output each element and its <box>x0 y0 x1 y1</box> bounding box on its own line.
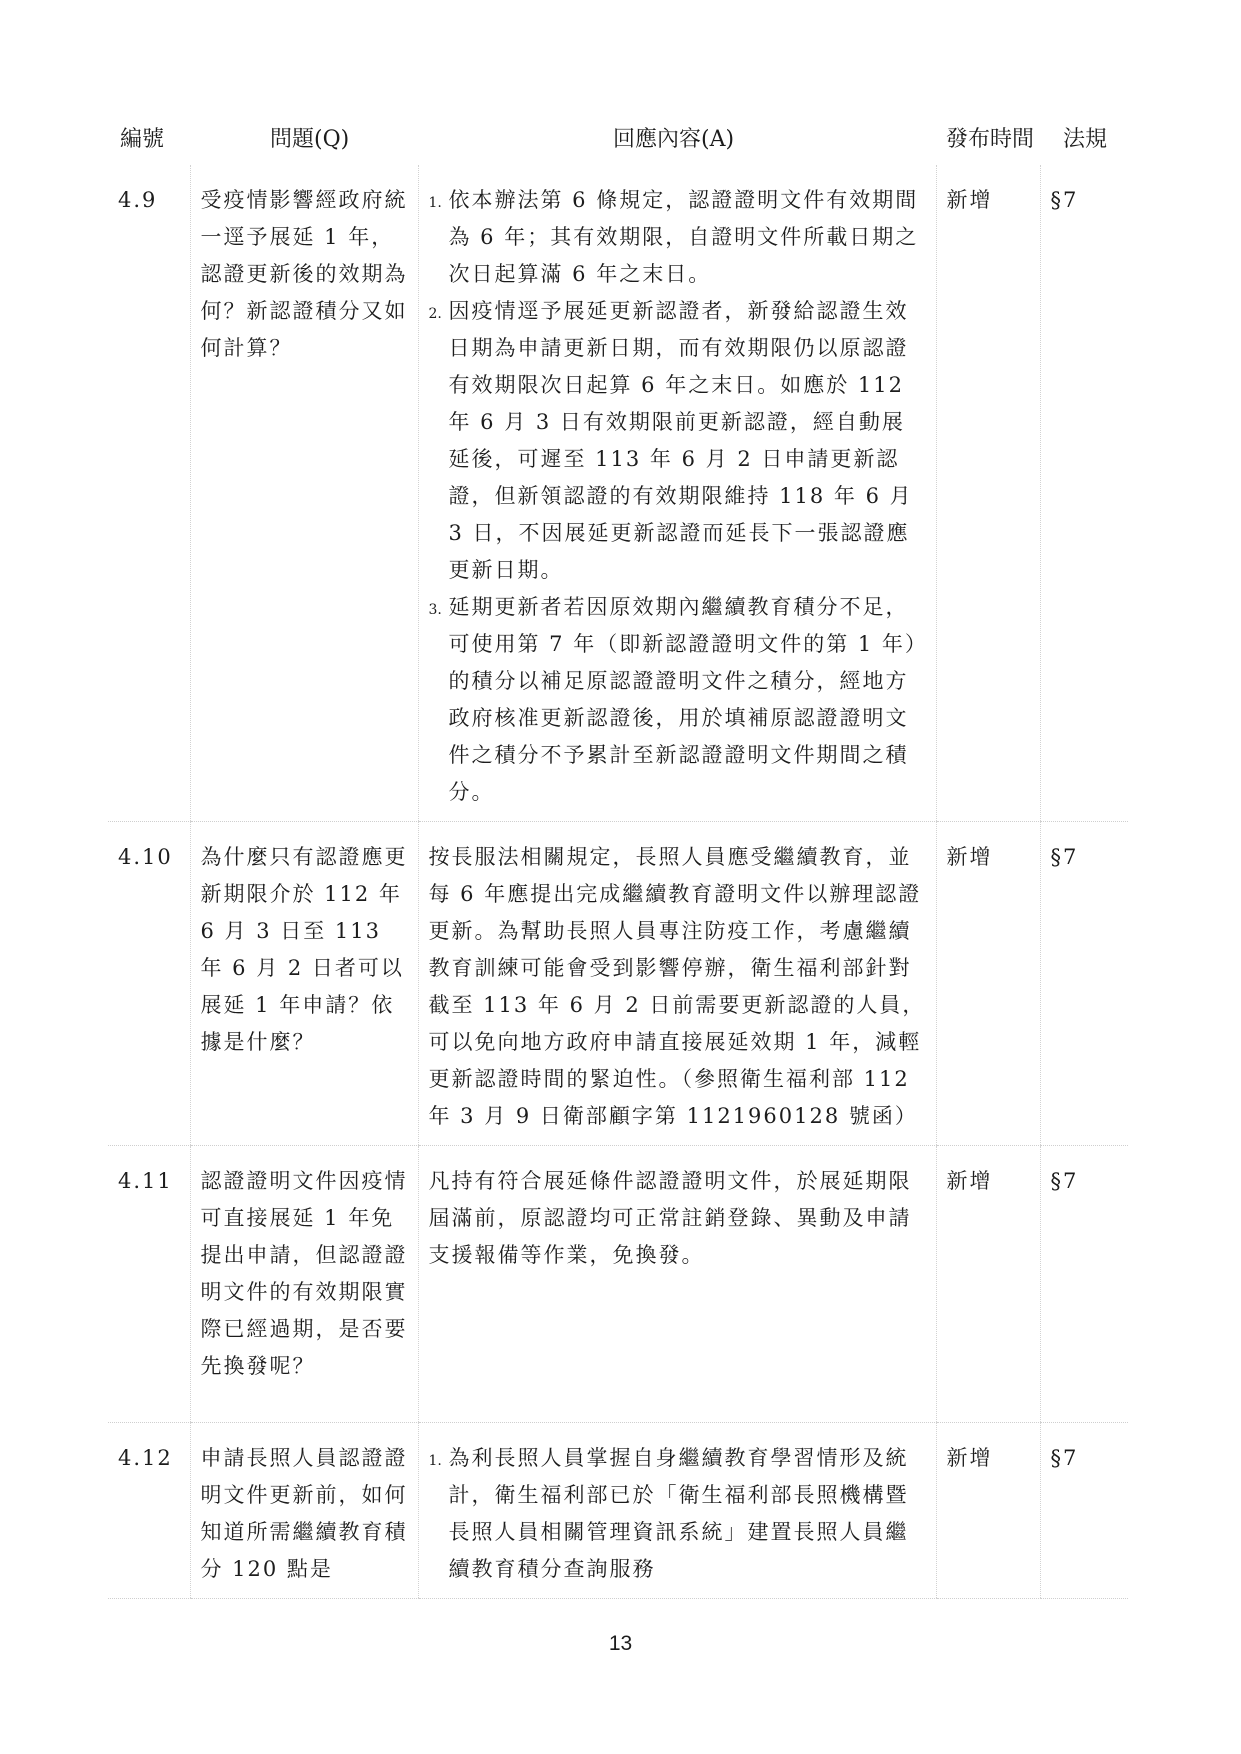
header-date: 發布時間 <box>946 127 1035 152</box>
row-date: 新增 <box>936 822 1040 1146</box>
row-question: 為什麼只有認證應更新期限介於 112 年 6 月 3 日至 113 年 6 月 2 日者可以展延 1 年申請？依據是什麼？ <box>190 822 418 1146</box>
header-law: 法規 <box>1063 127 1108 152</box>
row-law: §7 <box>1040 1423 1128 1599</box>
row-question: 申請長照人員認證證明文件更新前，如何知道所需繼續教育積分 120 點是 <box>190 1423 418 1599</box>
table-row <box>108 165 1128 822</box>
row-question: 受疫情影響經政府統一逕予展延 1 年，認證更新後的效期為何？新認證積分又如何計算？ <box>190 165 418 822</box>
row-answer <box>418 165 936 822</box>
row-answer <box>418 1423 936 1599</box>
row-number: 4.10 <box>108 822 190 1146</box>
row-number: 4.12 <box>108 1423 190 1599</box>
header-number: 編號 <box>120 127 165 152</box>
list-marker: 1. <box>428 1453 442 1469</box>
page-number: 13 <box>608 1632 633 1655</box>
row-number: 4.11 <box>108 1146 190 1423</box>
table-row <box>108 1146 1128 1423</box>
answer-item: 3. 延期更新者若因原效期內繼續教育積分不足，可使用第 7 年（即新認證證明文件的第 1 年）的積分以補足原認證證明文件之積分，經地方政府核准更新認證後，用於填補原認證證明文件之積分不予累計至新認證證明文件期間之積分。 <box>429 589 926 811</box>
row-law: §7 <box>1040 165 1128 822</box>
row-number: 4.9 <box>108 165 190 822</box>
list-marker: 2. <box>428 306 442 322</box>
row-law: §7 <box>1040 1146 1128 1423</box>
answer-item: 2. 因疫情逕予展延更新認證者，新發給認證生效日期為申請更新日期，而有效期限仍以原認證有效期限次日起算 6 年之末日。如應於 112 年 6 月 3 日有效期限前更新認證，經自動展延後，可遲至 113 年 6 月 2 日申請更新認證，但新領認證的有效期限維持 118 年 6 月 3 日，不因展延更新認證而延長下一張認證應更新日期。 <box>429 293 926 589</box>
answer-item: 1. 為利長照人員掌握自身繼續教育學習情形及統計，衛生福利部已於「衛生福利部長照機構暨長照人員相關管理資訊系統」建置長照人員繼續教育積分查詢服務 <box>429 1440 926 1588</box>
answer-list <box>429 1440 926 1588</box>
row-answer: 凡持有符合展延條件認證證明文件，於展延期限屆滿前，原認證均可正常註銷登錄、異動及申請支援報備等作業，免換發。 <box>418 1146 936 1423</box>
list-marker: 1. <box>428 195 442 211</box>
row-answer: 按長服法相關規定，長照人員應受繼續教育，並每 6 年應提出完成繼續教育證明文件以辦理認證更新。為幫助長照人員專注防疫工作，考慮繼續教育訓練可能會受到影響停辦，衛生福利部針對截至 113 年 6 月 2 日前需要更新認證的人員，可以免向地方政府申請直接展延效期 1 年，減輕更新認證時間的緊迫性。（參照衛生福利部 112 年 3 月 9 日衛部顧字第 1121960128 號函） <box>418 822 936 1146</box>
faq-table <box>108 165 1128 1599</box>
row-date: 新增 <box>936 165 1040 822</box>
row-law: §7 <box>1040 822 1128 1146</box>
table-row <box>108 1423 1128 1599</box>
header-question: 問題(Q) <box>270 127 350 152</box>
list-marker: 3. <box>428 602 442 618</box>
header-answer: 回應內容(A) <box>613 127 735 152</box>
table-header <box>0 123 1241 163</box>
row-question: 認證證明文件因疫情可直接展延 1 年免提出申請，但認證證明文件的有效期限實際已經過期，是否要先換發呢？ <box>190 1146 418 1423</box>
answer-item: 1. 依本辦法第 6 條規定，認證證明文件有效期間為 6 年；其有效期限，自證明文件所載日期之次日起算滿 6 年之末日。 <box>429 182 926 293</box>
answer-list <box>429 182 926 811</box>
row-date: 新增 <box>936 1146 1040 1423</box>
row-date: 新增 <box>936 1423 1040 1599</box>
table-row <box>108 822 1128 1146</box>
